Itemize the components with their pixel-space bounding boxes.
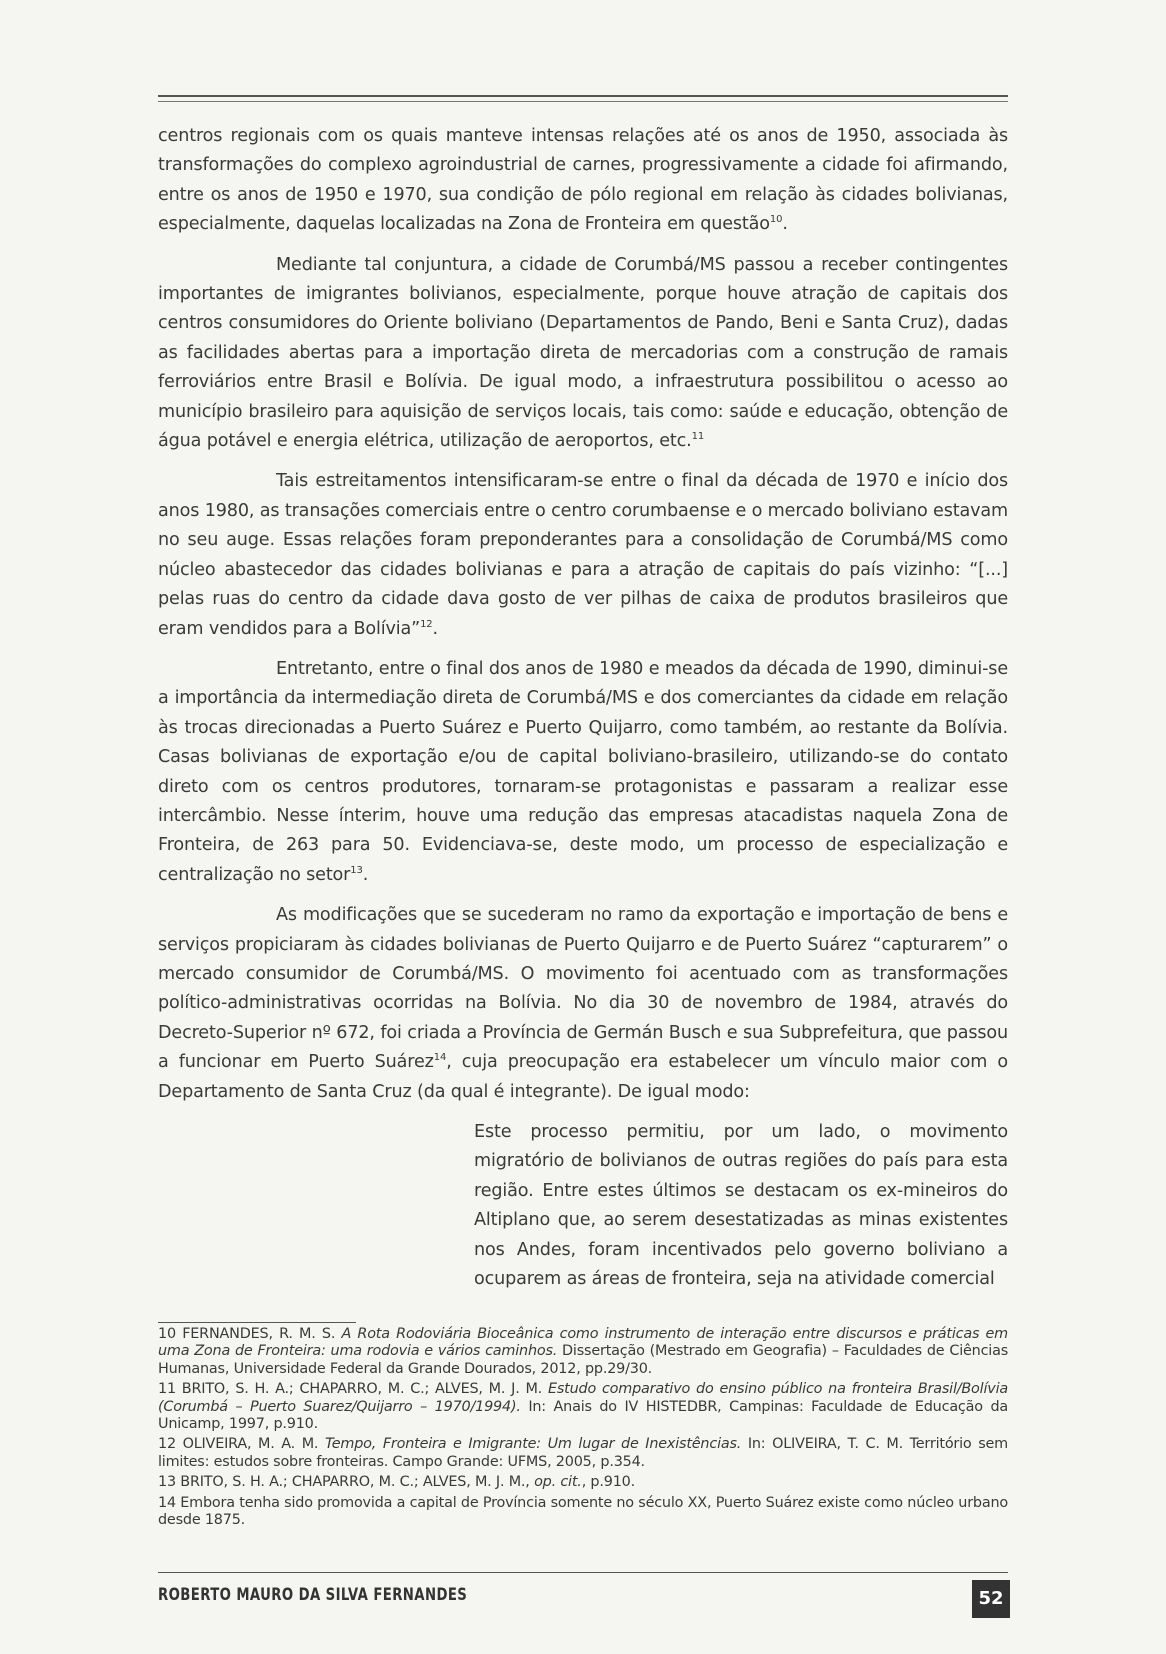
footnote-12 [158, 1436, 1008, 1471]
paragraph-text: centros regionais com os quais manteve intensas relações até os anos de 1950, associada às transformações do complexo agroindustrial de carnes, progressivamente a cidade foi afirmando, entre os anos de 1950 e 1970, sua condição de pólo regional em relação às cidades bolivianas, especialmente, daquelas localizadas na Zona de Fronteira em questão [158, 126, 1008, 235]
paragraph-2 [158, 251, 1008, 457]
footnote-text: In: OLIVEIRA, T. C. M. Território sem limites: estudos sobre fronteiras. Campo Grande: UFMS, 2005, p.354. [158, 1436, 1008, 1470]
header-rule [158, 95, 1008, 97]
footer-rule [158, 1572, 1008, 1573]
footnote-title: A Rota Rodoviária Bioceânica como instrumento de interação entre discursos e práticas em uma Zona de Fronteira: uma rodovia e vários caminhos. [158, 1326, 1008, 1360]
paragraph-5 [158, 901, 1008, 1107]
footnote-text: Dissertação (Mestrado em Geografia) – Faculdades de Ciências Humanas, Universidade Federal da Grande Dourados, 2012, pp.29/30. [158, 1343, 1008, 1377]
footnote-text: , p.910. [581, 1474, 635, 1491]
footnote-ref[interactable]: 12 [420, 618, 433, 630]
paragraph-3 [158, 467, 1008, 643]
header-rule-thin [158, 101, 1008, 102]
footnote-text: 12 OLIVEIRA, M. A. M. [158, 1436, 325, 1453]
footnote-title: Estudo comparativo do ensino público na fronteira Brasil/Bolívia (Corumbá – Puerto Suarez/Quijarro – 1970/1994). [158, 1381, 1008, 1415]
footnote-rule [158, 1322, 356, 1323]
block-quote: Este processo permitiu, por um lado, o movimento migratório de bolivianos de outras regiões do país para esta região. Entre estes últimos se destacam os ex-mineiros do Altiplano que, ao serem desestatizadas as minas existentes nos Andes, foram incentivados pelo governo boliviano a ocuparem as áreas de fronteira, seja na atividade comercial [474, 1122, 1008, 1290]
footnote-text: 14 Embora tenha sido promovida a capital de Província somente no século XX, Puerto Suárez existe como núcleo urbano desde 1875. [158, 1494, 1008, 1529]
footnote-14 [158, 1495, 1008, 1530]
paragraph-1 [158, 122, 1008, 240]
paragraph-tail: . [362, 864, 369, 885]
paragraph-text: As modificações que se sucederam no ramo da exportação e importação de bens e serviços propiciaram às cidades bolivianas de Puerto Quijarro e de Puerto Suárez “capturarem” o mercado consumidor de Corumbá/MS. O movimento foi acentuado com as transformações político-administrativas ocorridas na Bolívia. No dia 30 de novembro de 1984, através do Decreto-Superior nº 672, foi criada a Província de Germán Busch e sua Subprefeitura, que passou a funcionar em Puerto Suárez [158, 905, 1008, 1073]
page-number: 52 [972, 1580, 1010, 1618]
paragraph-text: Tais estreitamentos intensificaram-se entre o final da década de 1970 e início dos anos 1980, as transações comerciais entre o centro corumbaense e o mercado boliviano estavam no seu auge. Essas relações foram preponderantes para a consolidação de Corumbá/MS como núcleo abastecedor das cidades bolivianas e para a atração de capitais do país vizinho: “[...] pelas ruas do centro da cidade dava gosto de ver pilhas de caixa de produtos brasileiros que eram vendidos para a Bolívia” [158, 471, 1008, 639]
paragraph-tail: . [432, 618, 438, 639]
paragraph-text: Entretanto, entre o final dos anos de 1980 e meados da década de 1990, diminui-se a importância da intermediação direta de Corumbá/MS e dos comerciantes da cidade em relação às trocas direcionadas a Puerto Suárez e Puerto Quijarro, como também, ao restante da Bolívia. Casas bolivianas de exportação e/ou de capital boliviano-brasileiro, utilizando-se do contato direto com os centros produtores, tornaram-se protagonistas e passaram a realizar esse intercâmbio. Nesse ínterim, houve uma redução das empresas atacadistas naquela Zona de Fronteira, de 263 para 50. Evidenciava-se, deste modo, um processo de especialização e centralização no setor [158, 658, 1008, 885]
footnote-text: In: Anais do IV HISTEDBR, Campinas: Faculdade de Educação da Unicamp, 1997, p.910. [158, 1398, 1008, 1433]
footnote-text: 11 BRITO, S. H. A.; CHAPARRO, M. C.; ALVES, M. J. M. [158, 1381, 548, 1398]
body-text [158, 122, 1008, 1294]
footnote-ref[interactable]: 10 [769, 214, 783, 226]
paragraph-tail: . [782, 214, 788, 235]
paragraph-tail: , cuja preocupação era estabelecer um vínculo maior com o Departamento de Santa Cruz (da qual é integrante). De igual modo: [158, 1052, 1008, 1102]
footer-author: ROBERTO MAURO DA SILVA FERNANDES [158, 1585, 468, 1605]
footnote-ref[interactable]: 11 [691, 431, 705, 443]
footnote-text: 13 BRITO, S. H. A.; CHAPARRO, M. C.; ALVES, M. J. M., [158, 1474, 535, 1491]
footnote-11 [158, 1381, 1008, 1433]
footnote-text: 10 FERNANDES, R. M. S. [158, 1326, 342, 1342]
footnote-13 [158, 1474, 1008, 1491]
footnote-ref[interactable]: 13 [350, 864, 363, 876]
footnote-10 [158, 1326, 1008, 1378]
paragraph-4 [158, 655, 1008, 890]
footnote-title: op. cit. [534, 1474, 582, 1491]
footnote-title: Tempo, Fronteira e Imigrante: Um lugar de Inexistências. [324, 1436, 742, 1453]
paragraph-text: Mediante tal conjuntura, a cidade de Corumbá/MS passou a receber contingentes importantes de imigrantes bolivianos, especialmente, porque houve atração de capitais dos centros consumidores do Oriente boliviano (Departamentos de Pando, Beni e Santa Cruz), dadas as facilidades abertas para a importação direta de mercadorias com a construção de ramais ferroviários entre Brasil e Bolívia. De igual modo, a infraestrutura possibilitou o acesso ao município brasileiro para aquisição de serviços locais, tais como: saúde e educação, obtenção de água potável e energia elétrica, utilização de aeroportos, etc. [158, 254, 1008, 452]
footnote-ref[interactable]: 14 [433, 1052, 447, 1064]
footnotes [158, 1326, 1008, 1532]
